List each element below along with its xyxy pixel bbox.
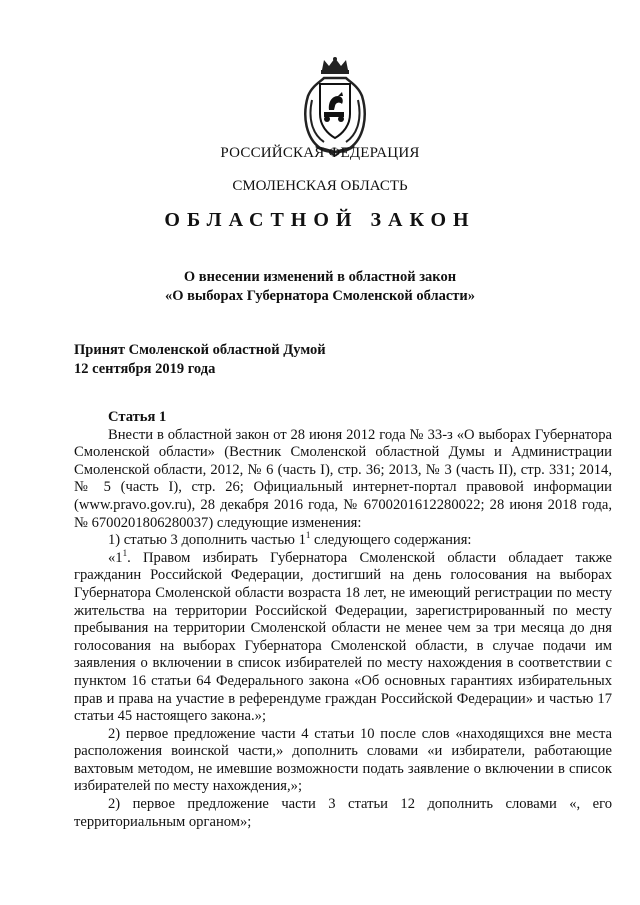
law-subject-line-2: «О выборах Губернатора Смоленской области» bbox=[164, 288, 476, 304]
amendment-quote-pre: «1 bbox=[108, 549, 123, 566]
law-subject-line-1: О внесении изменений в областной закон bbox=[183, 269, 457, 285]
document-title: ОБЛАСТНОЙ ЗАКОН bbox=[164, 209, 476, 231]
law-subject bbox=[0, 268, 640, 306]
country-heading: РОССИЙСКАЯ ФЕДЕРАЦИЯ bbox=[220, 145, 420, 161]
amendment-item-3: 2) первое предложение части 3 статьи 12 дополнить словами «, его территориальным органом»; bbox=[74, 796, 612, 830]
amendment-item-1-sup: 1 bbox=[305, 530, 311, 541]
amendment-quote-sup: 1 bbox=[122, 547, 128, 558]
adoption-date: 12 сентября 2019 года bbox=[74, 361, 216, 377]
amendment-quote-body: . Правом избирать Губернатора Смоленской области обладает также гражданин Российской Федерации, достигший на день голосования на выборах Губернатора Смоленской области возраста 18 лет, не имеющий регистрации по месту жительства на территории Российской Федерации, зарегистрированный по месту пребывания на территории Смоленской области не менее чем за три месяца до дня голосования на выборах Губернатора Смоленской области, в случае подачи им заявления о включении в список избирателей по месту нахождения в соответствии с пунктом 16 статьи 64 Федерального закона «Об основных гарантиях избирательных прав и права на участие в референдуме граждан Российской Федерации» и частью 17 статьи 45 настоящего закона.»; bbox=[74, 549, 612, 725]
article-title: Статья 1 bbox=[108, 409, 167, 425]
adoption-info bbox=[74, 341, 326, 379]
article-intro: Внести в областной закон от 28 июня 2012 года № 33-з «О выборах Губернатора Смоленской области» (Вестник Смоленской областной Думы и Администрации Смоленской области, 2012, № 6 (часть I), стр. 36; 2013, № 3 (часть II), стр. 331; 2014, № 5 (часть I), стр. 26; Официальный интернет-портал правовой информации (www.pravo.gov.ru), 28 декабря 2016 года, № 6700201612280022; 28 июня 2018 года, № 6700201806280037) следующие изменения: bbox=[74, 426, 612, 531]
smolensk-coat-of-arms-icon bbox=[298, 56, 372, 156]
amendment-item-1 bbox=[74, 532, 612, 550]
amendment-item-1-post: следующего содержания: bbox=[310, 532, 472, 549]
adoption-body: Принят Смоленской областной Думой bbox=[74, 342, 326, 358]
amendment-item-2: 2) первое предложение части 4 статьи 10 после слов «находящихся вне места расположения воинской части,» дополнить словами «и избиратели, работающие вахтовым методом, не имевшие возможности подать заявление о включении в список избирателей по месту нахождения,»; bbox=[74, 725, 612, 795]
amendment-quote bbox=[74, 547, 612, 726]
amendment-item-1-pre: 1) статью 3 дополнить частью 1 bbox=[108, 532, 306, 549]
article-body bbox=[74, 409, 612, 831]
region-heading: СМОЛЕНСКАЯ ОБЛАСТЬ bbox=[232, 178, 408, 194]
